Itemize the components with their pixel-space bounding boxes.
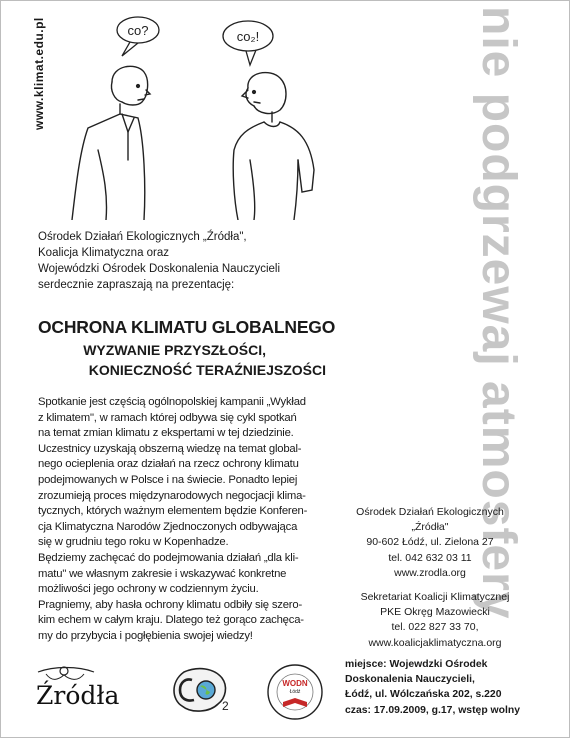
event-place-line: miejsce: Wojewdzki Ośrodek: [345, 659, 488, 670]
body-line: tycznych, których ważnym elementem będzie Konferen-: [38, 505, 308, 518]
contact-line: tel. 042 632 03 11: [388, 551, 472, 564]
intro-block: [38, 229, 338, 293]
event-place-line: Łódź, ul. Wólczańska 202, s.220: [345, 689, 502, 701]
cartoon-illustration: [58, 10, 330, 220]
body-line: możliwości jego ochrony w codziennym życiu.: [38, 583, 259, 596]
website-url: www.klimat.edu.pl: [32, 17, 46, 130]
contact-line: Ośrodek Działań Ekologicznych: [356, 506, 504, 518]
wodn-logo-text: WODN: [282, 679, 308, 688]
body-line: Uczestnicy uzyskają obszerną wiedzę na temat global-: [38, 442, 302, 455]
event-subtitle-2: KONIECZNOŚĆ TERAŹNIEJSZOŚCI: [88, 362, 326, 378]
intro-line: Ośrodek Działań Ekologicznych „Źródła",: [38, 231, 247, 243]
contact-line: „Źródła": [411, 521, 449, 534]
co2-logo: [174, 669, 229, 713]
body-line: matu" we własnym zakresie i wskazywać konkretne: [38, 567, 287, 580]
contact-odek: [350, 505, 510, 581]
partner-logos: [34, 662, 334, 724]
body-line: kim echem w całym kraju. Dlatego też gorąco zachęca-: [38, 614, 304, 627]
contact-koalicja: [350, 590, 520, 651]
body-line: na temat zmian klimatu z ekspertami w tej dziedzinie.: [38, 427, 294, 440]
intro-line: serdecznie zapraszają na prezentację:: [38, 279, 235, 291]
body-line: my do przybycia i pogłębienia swojej wiedzy!: [38, 629, 253, 642]
event-place-line: Doskonalenia Nauczycieli,: [345, 674, 475, 686]
event-title: OCHRONA KLIMATU GLOBALNEGO: [38, 317, 336, 337]
zrodla-logo-text: Źródła: [36, 681, 120, 710]
body-line: Spotkanie jest częścią ogólnopolskiej kampanii „Wykład: [38, 396, 306, 408]
contact-link[interactable]: www.koalicjaklimatyczna.org: [368, 636, 502, 649]
man-in-tshirt-figure: [233, 73, 314, 220]
body-line: cja Klimatyczna Narodów Zjednoczonych odbywająca: [38, 520, 298, 533]
contact-link[interactable]: www.zrodla.org: [394, 566, 466, 579]
intro-line: Wojewódzki Ośrodek Doskonalenia Nauczycieli: [38, 263, 281, 275]
body-line: zrozumieją proces międzynarodowych negocjacji klima-: [38, 489, 306, 502]
speech-left-text: co?: [127, 23, 149, 38]
zrodla-logo: [36, 667, 119, 710]
website-url-vertical: [14, 17, 46, 130]
wodn-city-text: Łódź: [289, 689, 301, 695]
contact-line: PKE Okręg Mazowiecki: [380, 606, 490, 619]
body-line: z klimatem", w ramach której odbywa się cykl spotkań: [38, 411, 297, 424]
contact-line: tel. 022 827 33 70,: [391, 621, 479, 634]
body-line: się w grudniu tego roku w Kopenhadze.: [38, 536, 229, 549]
event-details: [345, 657, 520, 718]
co2-subscript: 2: [222, 699, 229, 713]
body-line: Pragniemy, aby hasła ochrony klimatu odbiły się szero-: [38, 598, 303, 611]
wodn-logo: [268, 665, 322, 719]
globe-icon: [197, 681, 215, 699]
speech-right-text: co₂!: [236, 29, 260, 44]
event-subtitle-1: WYZWANIE PRZYSZŁOŚCI,: [83, 342, 266, 358]
slogan-text: nie podgrzewaj atmosfery: [472, 6, 525, 620]
man-in-suit-figure: [72, 66, 150, 220]
intro-line: Koalicja Klimatyczna oraz: [38, 247, 170, 259]
contact-line: 90-602 Łódź, ul. Zielona 27: [366, 536, 494, 549]
description-body: [38, 395, 330, 645]
body-line: podejmowanych w Polsce i na świecie. Ponadto lepiej: [38, 473, 298, 486]
event-time-line: czas: 17.09.2009, g.17, wstęp wolny: [345, 704, 520, 716]
body-line: Będziemy zachęcać do podejmowania działań „dla kli-: [38, 551, 299, 564]
body-line: nego ocieplenia oraz działań na rzecz ochrony klimatu: [38, 458, 299, 471]
contact-line: Sekretariat Koalicji Klimatycznej: [360, 591, 510, 603]
